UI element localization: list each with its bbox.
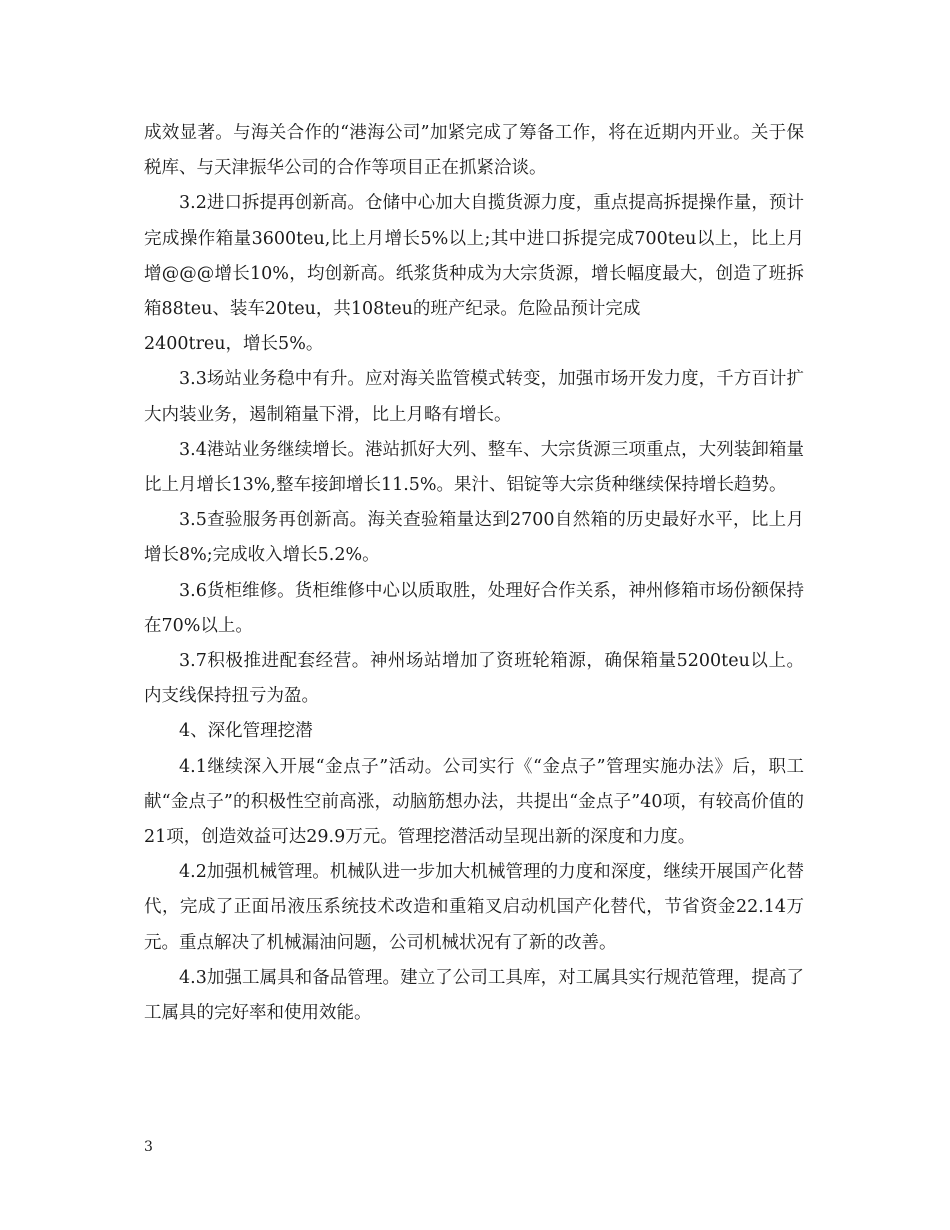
paragraph-10: 4.1继续深入开展“金点子”活动。公司实行《“金点子”管理实施办法》后，职工献“金点子”的积极性空前高涨，动脑筋想办法，共提出“金点子”40项，有较高价值的21项，创造效益可达29.9万元。管理挖潜活动呈现出新的深度和力度。: [144, 756, 804, 848]
paragraph-2: 3.2进口拆提再创新高。仓储中心加大自揽货源力度，重点提高拆提操作量，预计完成操作箱量3600teu,比上月增长5%以上;其中进口拆提完成700teu以上，比上月增@@@增长10%，均创新高。纸浆货种成为大宗货源，增长幅度最大，创造了班拆箱88teu、装车20teu，共108teu的班产纪录。危险品预计完成: [144, 193, 804, 320]
paragraph-1: 成效显著。与海关合作的“港海公司”加紧完成了筹备工作，将在近期内开业。关于保税库、与天津振华公司的合作等项目正在抓紧洽谈。: [144, 123, 804, 179]
paragraph-12: 4.3加强工属具和备品管理。建立了公司工具库，对工属具实行规范管理，提高了工属具的完好率和使用效能。: [144, 967, 804, 1024]
paragraph-11: 4.2加强机械管理。机械队进一步加大机械管理的力度和深度，继续开展国产化替代，完成了正面吊液压系统技术改造和重箱叉启动机国产化替代，节省资金22.14万元。重点解决了机械漏油问题，公司机械状况有了新的改善。: [144, 862, 804, 953]
paragraph-4: 3.3场站业务稳中有升。应对海关监管模式转变，加强市场开发力度，千方百计扩大内装业务，遏制箱量下滑，比上月略有增长。: [144, 369, 804, 425]
document-body: [144, 116, 804, 1031]
section-heading: 4、深化管理挖潜: [179, 721, 313, 742]
paragraph-7: 3.6货柜维修。货柜维修中心以质取胜，处理好合作关系，神州修箱市场份额保持在70%以上。: [144, 580, 804, 636]
paragraph-3: 2400treu，增长5%。: [144, 334, 324, 355]
paragraph-6: 3.5查验服务再创新高。海关查验箱量达到2700自然箱的历史最好水平，比上月增长8%;完成收入增长5.2%。: [144, 510, 804, 566]
page-number: 3: [144, 1139, 153, 1155]
paragraph-8: 3.7积极推进配套经营。神州场站增加了资班轮箱源，确保箱量5200teu以上。内支线保持扭亏为盈。: [144, 651, 804, 707]
paragraph-5: 3.4港站业务继续增长。港站抓好大列、整车、大宗货源三项重点，大列装卸箱量比上月增长13%,整车接卸增长11.5%。果汁、铝锭等大宗货种继续保持增长趋势。: [144, 439, 804, 496]
